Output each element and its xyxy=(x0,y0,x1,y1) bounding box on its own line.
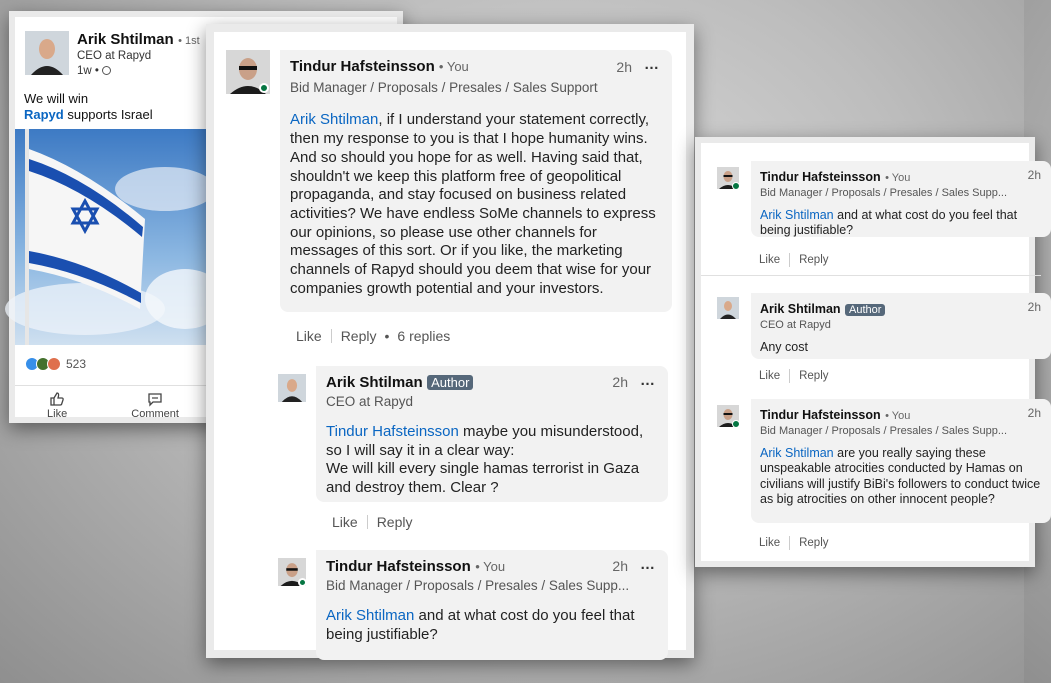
comment-time: 2h xyxy=(1027,406,1041,420)
reply-reply-button[interactable]: Reply xyxy=(376,514,413,530)
reply-time: 2h xyxy=(612,558,628,574)
divider xyxy=(367,515,368,529)
mention-link[interactable]: Arik Shtilman xyxy=(760,446,834,460)
author-headline: CEO at Rapyd xyxy=(77,50,152,62)
comment-time: 2h xyxy=(1027,300,1041,314)
mention-link[interactable]: Arik Shtilman xyxy=(760,208,834,222)
mention-link[interactable]: Tindur Hafsteinsson xyxy=(326,423,459,440)
comment-like-button[interactable]: Like xyxy=(759,537,781,549)
comment-like-button[interactable]: Like xyxy=(296,328,322,344)
author-avatar[interactable] xyxy=(25,31,69,75)
comment-bubble xyxy=(751,161,1051,237)
comment-label: Comment xyxy=(131,408,179,420)
comment-actions xyxy=(296,328,450,344)
like-button[interactable] xyxy=(47,392,67,420)
israel-flag-image[interactable] xyxy=(15,129,211,345)
reply-body: maybe you misunderstood, so I will say it in a clear way: xyxy=(326,423,644,459)
comment-tindur-1 xyxy=(226,50,672,312)
globe-icon xyxy=(102,66,111,75)
you-label: • You xyxy=(885,172,911,184)
like-label: Like xyxy=(47,408,68,420)
reactions-summary[interactable] xyxy=(25,357,86,371)
replier-avatar[interactable] xyxy=(278,374,306,402)
side-comment-3 xyxy=(717,399,1051,523)
divider xyxy=(789,536,790,550)
commenter-headline: Bid Manager / Proposals / Presales / Sales Support xyxy=(290,79,598,95)
thumbs-up-icon xyxy=(49,392,65,406)
commenter-headline: CEO at Rapyd xyxy=(760,319,831,331)
you-label: • You xyxy=(475,559,506,574)
reply-body-2: We will kill every single hamas terrorist in Gaza and destroy them. Clear ? xyxy=(326,460,640,497)
side-comment-1 xyxy=(717,161,1051,237)
online-status-icon xyxy=(732,420,740,428)
reply-bubble xyxy=(316,366,668,502)
comment-time: 2h xyxy=(1027,168,1041,182)
love-reaction-icon xyxy=(47,357,61,371)
commenter-name[interactable]: Tindur Hafsteinsson xyxy=(760,170,881,184)
author-badge: Author xyxy=(845,304,885,316)
comment-bubble xyxy=(280,50,672,312)
comment-reply-button[interactable]: Reply xyxy=(799,537,829,549)
author-badge: Author xyxy=(427,375,473,390)
post-actions xyxy=(15,385,211,420)
commenter-avatar[interactable] xyxy=(226,50,270,94)
replies-count-link[interactable]: 6 replies xyxy=(397,328,451,344)
comment-body: , if I understand your statement correctly, then my response to you is that I hope humanity wins. And so should you hope for as well. Having said that, shouldn't we keep this platform free of geopolitical propaganda, and stay focused on business related activities? We have endless SoMe channels to express our opinions, so please use other channels for messages of this sort. Or if you like, the marketing channels of Rapyd should you deem that wise for your companies growth potential and your investors. xyxy=(290,111,656,297)
comment-icon xyxy=(147,392,163,406)
comment-time: 2h xyxy=(616,59,632,75)
comment-text: Any cost xyxy=(760,340,808,354)
post-line-2-text: supports Israel xyxy=(63,107,153,122)
you-label: • You xyxy=(438,59,469,74)
commenter-headline: Bid Manager / Proposals / Presales / Sales Supp... xyxy=(760,187,1008,199)
comment-actions xyxy=(759,536,829,550)
reply-arik xyxy=(278,366,668,502)
comment-reply-button[interactable]: Reply xyxy=(799,254,829,266)
reaction-count: 523 xyxy=(66,357,87,371)
post-age xyxy=(77,64,200,79)
reply-like-button[interactable]: Like xyxy=(332,514,358,530)
bullet-separator: • xyxy=(384,328,390,344)
company-mention[interactable]: Rapyd xyxy=(24,107,64,122)
comment-body: and at what cost do you feel that being justifiable? xyxy=(760,208,1018,238)
commenter-avatar[interactable] xyxy=(717,297,739,319)
comments-thread-side xyxy=(695,137,1041,567)
more-options-icon[interactable]: … xyxy=(644,56,660,73)
commenter-avatar[interactable] xyxy=(717,167,739,189)
reply-body: and at what cost do you feel that being justifiable? xyxy=(326,607,635,643)
comment-bubble xyxy=(751,293,1051,359)
reply-tindur xyxy=(278,550,668,660)
more-options-icon[interactable]: … xyxy=(640,556,656,573)
commenter-name[interactable]: Arik Shtilman xyxy=(760,302,841,316)
commenter-avatar[interactable] xyxy=(717,405,739,427)
comment-like-button[interactable]: Like xyxy=(759,254,781,266)
you-label: • You xyxy=(885,410,911,422)
comment-body: are you really saying these unspeakable atrocities conducted by Hamas on civilians will justify BiBi's followers to conduct twice as big atrocities on other innocent people? xyxy=(760,446,1041,507)
comment-actions xyxy=(759,369,829,383)
replier-name[interactable]: Tindur Hafsteinsson xyxy=(326,558,471,575)
divider xyxy=(789,369,790,383)
author-meta xyxy=(77,31,200,79)
thread-divider xyxy=(701,275,1041,276)
replier-headline: Bid Manager / Proposals / Presales / Sales Supp... xyxy=(326,578,630,593)
comment-text xyxy=(760,446,1042,508)
comment-reply-button[interactable]: Reply xyxy=(340,328,377,344)
reply-actions xyxy=(332,514,412,530)
more-options-icon[interactable]: … xyxy=(640,372,656,389)
post-age-text: 1w • xyxy=(77,65,99,77)
comment-button[interactable] xyxy=(131,392,179,420)
commenter-headline: Bid Manager / Proposals / Presales / Sales Supp... xyxy=(760,425,1008,437)
comment-actions xyxy=(759,253,829,267)
online-status-icon xyxy=(259,83,269,93)
author-name[interactable]: Arik Shtilman xyxy=(77,31,174,48)
reply-time: 2h xyxy=(612,374,628,390)
reply-text xyxy=(326,607,658,644)
reply-bubble xyxy=(316,550,668,660)
side-comment-2 xyxy=(717,293,1051,359)
connection-degree: • 1st xyxy=(178,35,200,47)
comment-text xyxy=(760,208,1042,239)
commenter-name[interactable]: Tindur Hafsteinsson xyxy=(290,58,435,75)
online-status-icon xyxy=(732,182,740,190)
commenter-name[interactable]: Tindur Hafsteinsson xyxy=(760,408,881,422)
comment-bubble xyxy=(751,399,1051,523)
replier-headline: CEO at Rapyd xyxy=(326,394,414,409)
replier-name[interactable]: Arik Shtilman xyxy=(326,374,423,391)
divider xyxy=(789,253,790,267)
replier-avatar[interactable] xyxy=(278,558,306,586)
reply-text xyxy=(326,423,658,498)
mention-link[interactable]: Arik Shtilman xyxy=(290,111,379,129)
divider xyxy=(331,329,332,343)
comment-text xyxy=(290,111,662,298)
comment-reply-button[interactable]: Reply xyxy=(799,370,829,382)
online-status-icon xyxy=(298,578,307,587)
comments-thread-main xyxy=(206,24,694,658)
mention-link[interactable]: Arik Shtilman xyxy=(326,607,415,624)
post-line-1: We will win xyxy=(24,91,89,106)
comment-like-button[interactable]: Like xyxy=(759,370,781,382)
